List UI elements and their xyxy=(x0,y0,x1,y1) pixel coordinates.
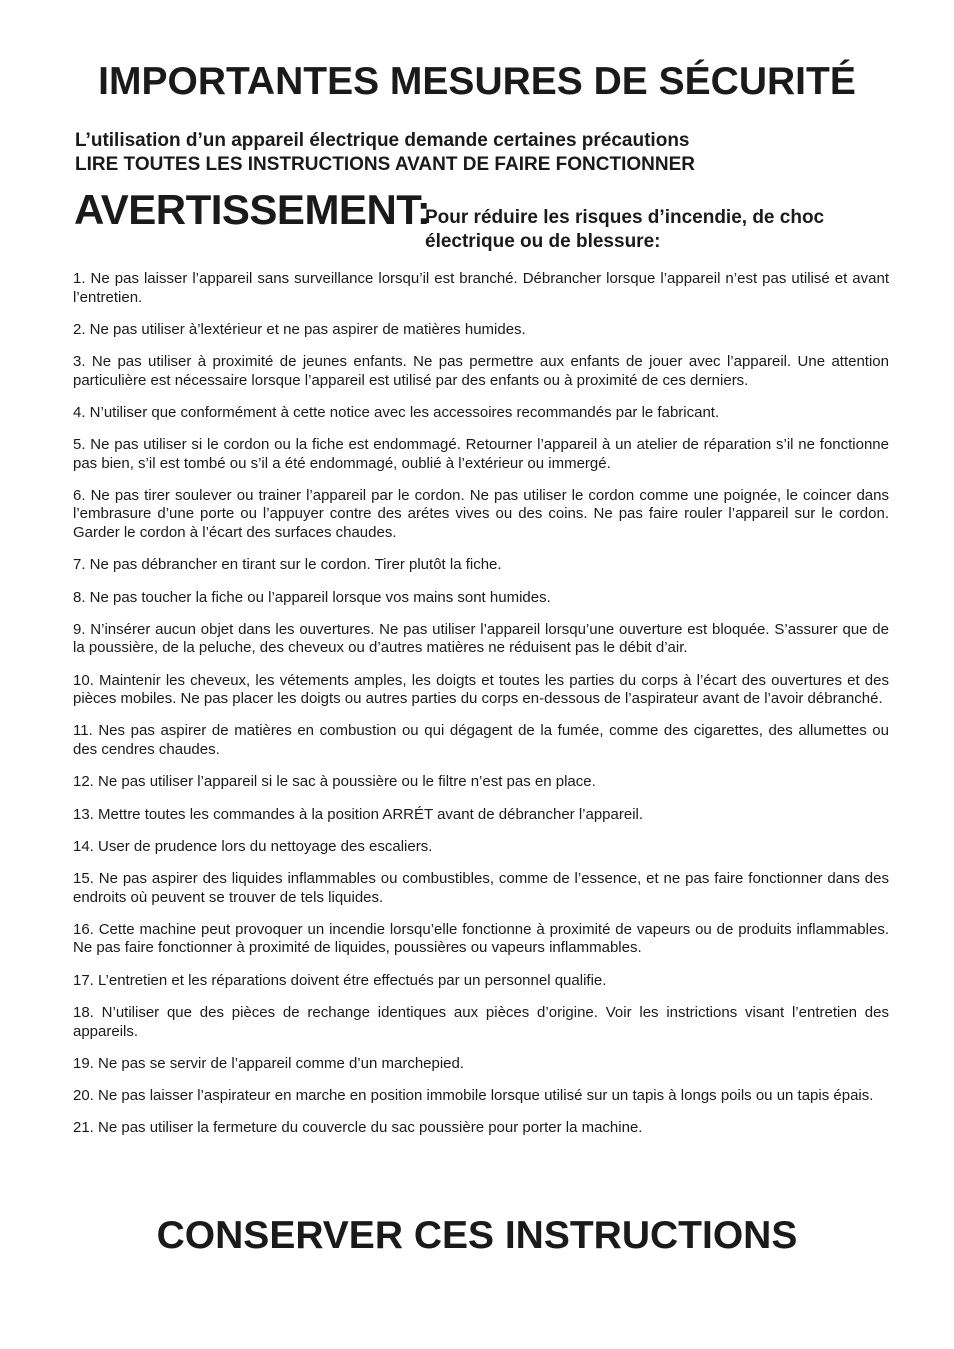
footer-title: CONSERVER CES INSTRUCTIONS xyxy=(156,1214,798,1257)
list-item: 18. N’utiliser que des pièces de rechange identiques aux pièces d’origine. Voir les instrictions visant l’entretien des appareils. xyxy=(73,1004,889,1040)
list-item: 12. Ne pas utiliser l’appareil si le sac à poussière ou le filtre n’est pas en place. xyxy=(73,773,596,791)
list-item: 3. Ne pas utiliser à proximité de jeunes enfants. Ne pas permettre aux enfants de jouer avec l’appareil. Une attention particulière est nécessaire lorsque l’appareil est utilisé par des enfants ou à proximité de ces derniers. xyxy=(73,353,889,389)
list-item: 9. N’insérer aucun objet dans les ouvertures. Ne pas utiliser l’appareil lorsqu’une ouverture est bloquée. S’assurer que de la poussière, de la peluche, des cheveux ou d’autres matières ne réduisent pas le débit d’air. xyxy=(73,620,889,657)
list-item: 7. Ne pas débrancher en tirant sur le cordon. Tirer plutôt la fiche. xyxy=(73,556,502,574)
list-item: 6. Ne pas tirer soulever ou trainer l’appareil par le cordon. Ne pas utiliser le cordon comme une poignée, le coincer dans l’embrasure d’une porte ou l’appuyer contre des arétes vives ou des coins. Ne pas faire rouler l’appareil sur le cordon. Garder le cordon à l’écart des surfaces chaudes. xyxy=(73,486,889,541)
list-item: 10. Maintenir les cheveux, les vétements amples, les doigts et toutes les parties du corps à l’écart des ouvertures et des pièces mobiles. Ne pas placer les doigts ou autres parties du corps en-dessous de l’aspirateur avant de l’avoir débranché. xyxy=(73,671,889,708)
warning-description: Pour réduire les risques d’incendie, de choc électrique ou de blessure: xyxy=(425,207,825,252)
safety-instructions-list xyxy=(73,270,889,1152)
warning-label: AVERTISSEMENT: xyxy=(74,186,431,233)
list-item: 13. Mettre toutes les commandes à la position ARRÉT avant de débrancher l’appareil. xyxy=(73,805,644,823)
list-item: 11. Nes pas aspirer de matières en combustion ou qui dégagent de la fumée, comme des cigarettes, des allumettes ou des cendres chaudes. xyxy=(73,722,889,758)
list-item: 1. Ne pas laisser l’appareil sans surveillance lorsqu’il est branché. Débrancher lorsque l’appareil n’est pas utilisé et avant l’entretien. xyxy=(73,270,889,306)
subtitle-read-instructions: LIRE TOUTES LES INSTRUCTIONS AVANT DE FAIRE FONCTIONNER xyxy=(75,154,695,175)
list-item: 16. Cette machine peut provoquer un incendie lorsqu’elle fonctionne à proximité de vapeurs ou de produits inflammables. Ne pas faire fonctionner à proximité de liquides, poussières ou vapeurs inflammables. xyxy=(73,920,889,957)
list-item: 21. Ne pas utiliser la fermeture du couvercle du sac poussière pour porter la machine. xyxy=(73,1119,643,1137)
list-item: 5. Ne pas utiliser si le cordon ou la fiche est endommagé. Retourner l’appareil à un atelier de réparation s’il ne fonctionne pas bien, s’il est tombé ou s’il a été endommagé, oublié à l’extérieur ou immergé. xyxy=(73,436,889,472)
page-title: IMPORTANTES MESURES DE SÉCURITÉ xyxy=(98,60,856,103)
list-item: 14. User de prudence lors du nettoyage des escaliers. xyxy=(73,837,433,855)
list-item: 4. N’utiliser que conformément à cette notice avec les accessoires recommandés par le fabricant. xyxy=(73,403,720,421)
list-item: 20. Ne pas laisser l’aspirateur en marche en position immobile lorsque utilisé sur un tapis à longs poils ou un tapis épais. xyxy=(73,1087,874,1105)
list-item: 15. Ne pas aspirer des liquides inflammables ou combustibles, comme de l’essence, et ne pas faire fonctionner dans des endroits où peuvent se trouver de tels liquides. xyxy=(73,870,889,906)
list-item: 2. Ne pas utiliser à’lextérieur et ne pas aspirer de matières humides. xyxy=(73,320,526,338)
subtitle-precautions: L’utilisation d’un appareil électrique demande certaines précautions xyxy=(75,130,690,151)
list-item: 19. Ne pas se servir de l’appareil comme d’un marchepied. xyxy=(73,1054,465,1072)
list-item: 17. L’entretien et les réparations doivent étre effectués par un personnel qualifie. xyxy=(73,971,607,989)
list-item: 8. Ne pas toucher la fiche ou l’appareil lorsque vos mains sont humides. xyxy=(73,588,551,606)
